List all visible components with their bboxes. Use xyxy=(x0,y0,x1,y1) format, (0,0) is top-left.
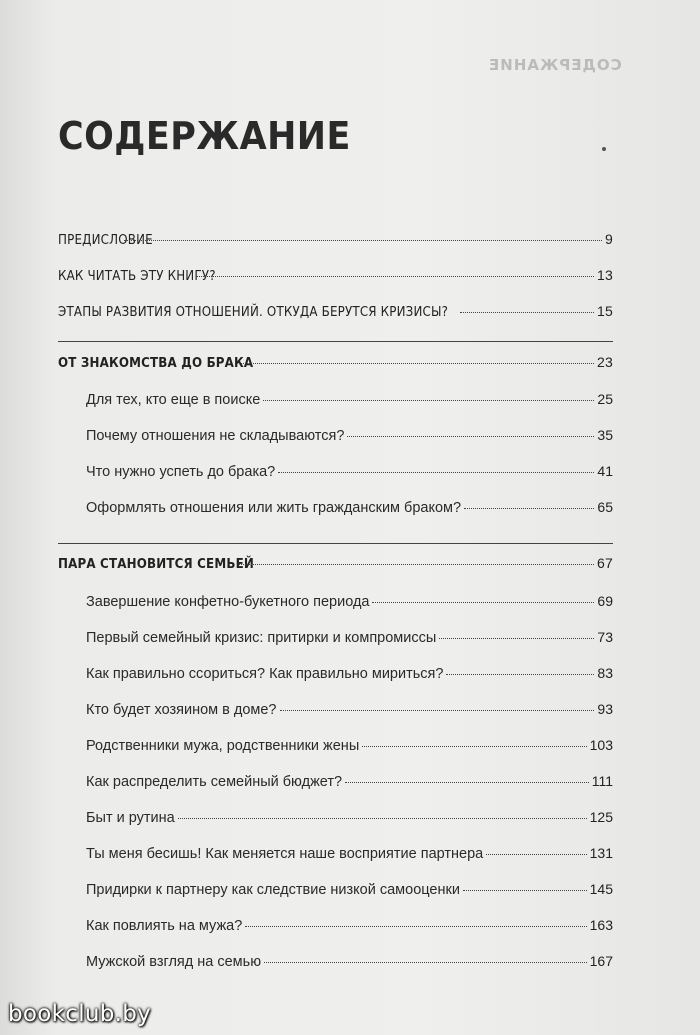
dot-leader xyxy=(264,962,587,963)
dot-leader xyxy=(347,436,594,437)
toc-entry-preface[interactable] xyxy=(58,231,613,248)
toc-entry-label: Как распределить семейный бюджет? xyxy=(86,774,343,790)
dot-leader xyxy=(280,710,595,711)
dot-leader xyxy=(486,854,586,855)
dot-leader xyxy=(239,363,594,364)
toc-entry-label: КАК ЧИТАТЬ ЭТУ КНИГУ? xyxy=(58,268,216,284)
dot-leader xyxy=(345,782,589,783)
toc-entry[interactable] xyxy=(86,427,613,444)
dot-leader xyxy=(446,674,594,675)
toc-page-number: 73 xyxy=(597,629,613,645)
show-through-text xyxy=(95,196,100,216)
dot-leader xyxy=(245,926,586,927)
section-divider xyxy=(58,341,613,342)
toc-page-number: 131 xyxy=(589,845,613,861)
toc-entry-label: Кто будет хозяином в доме? xyxy=(86,702,277,718)
toc-entry[interactable] xyxy=(86,737,613,754)
toc-page-number: 83 xyxy=(597,665,613,681)
site-watermark: bookclub.by xyxy=(8,1001,152,1027)
dot-leader xyxy=(124,240,602,241)
toc-entry-label: Придирки к партнеру как следствие низкой самооценки xyxy=(86,882,460,898)
toc-page-number: 67 xyxy=(597,555,613,571)
toc-page-number: 15 xyxy=(597,303,613,319)
dot-leader xyxy=(278,472,594,473)
toc-entry-label: Оформлять отношения или жить гражданским браком? xyxy=(86,500,462,516)
toc-entry[interactable] xyxy=(86,593,613,610)
toc-entry[interactable] xyxy=(86,773,613,790)
toc-entry-label: Что нужно успеть до брака? xyxy=(86,464,276,480)
toc-page-number: 163 xyxy=(589,917,613,933)
toc-page-number: 103 xyxy=(589,737,613,753)
toc-page-number: 25 xyxy=(597,391,613,407)
toc-entry[interactable] xyxy=(86,809,613,826)
page-title: СОДЕРЖАНИЕ xyxy=(58,114,351,158)
toc-page-number: 111 xyxy=(591,773,613,789)
dot-leader xyxy=(362,746,586,747)
dot-leader xyxy=(263,400,594,401)
toc-entry[interactable] xyxy=(86,391,613,408)
toc-page-number: 23 xyxy=(597,354,613,370)
toc-page-number: 41 xyxy=(597,463,613,479)
section-divider xyxy=(58,543,613,544)
toc-section-label: ПАРА СТАНОВИТСЯ СЕМЬЕЙ xyxy=(58,556,254,572)
toc-page-number: 69 xyxy=(597,593,613,609)
toc-section-label: ОТ ЗНАКОМСТВА ДО БРАКА xyxy=(58,355,254,371)
toc-entry[interactable] xyxy=(86,499,613,516)
dot-leader xyxy=(460,312,594,313)
print-mark xyxy=(602,147,606,151)
toc-page-number: 167 xyxy=(589,953,613,969)
toc-page-number: 93 xyxy=(597,701,613,717)
toc-page-number: 35 xyxy=(597,427,613,443)
toc-entry-label: ЭТАПЫ РАЗВИТИЯ ОТНОШЕНИЙ. ОТКУДА БЕРУТСЯ КРИЗИСЫ? xyxy=(58,304,449,320)
dot-leader xyxy=(464,508,594,509)
show-through-text xyxy=(130,158,136,179)
toc-entry-label: Ты меня бесишь! Как меняется наше восприятие партнера xyxy=(86,846,484,862)
toc-entry-label: Мужской взгляд на семью xyxy=(86,954,262,970)
toc-entry[interactable] xyxy=(86,629,613,646)
dot-leader xyxy=(463,890,587,891)
toc-entry[interactable] xyxy=(86,463,613,480)
toc-page-number: 13 xyxy=(597,267,613,283)
toc-entry-label: Почему отношения не складываются? xyxy=(86,428,345,444)
toc-section-acquaintance[interactable] xyxy=(58,354,613,371)
toc-page-number: 145 xyxy=(589,881,613,897)
dot-leader xyxy=(239,564,594,565)
toc-entry-stages[interactable] xyxy=(58,303,613,320)
toc-entry[interactable] xyxy=(86,665,613,682)
toc-section-couple-becomes-family[interactable] xyxy=(58,555,613,572)
toc-entry[interactable] xyxy=(86,917,613,934)
toc-entry-label: Первый семейный кризис: притирки и компромиссы xyxy=(86,630,437,646)
toc-entry[interactable] xyxy=(86,953,613,970)
toc-entry-label: Завершение конфетно-букетного периода xyxy=(86,594,370,610)
toc-entry[interactable] xyxy=(86,881,613,898)
running-head: СОДЕРЖАНИЕ xyxy=(488,56,622,74)
toc-entry[interactable] xyxy=(86,701,613,718)
toc-page-number: 9 xyxy=(605,231,613,247)
toc-entry-how-to-read[interactable] xyxy=(58,267,613,284)
toc-entry-label: ПРЕДИСЛОВИЕ xyxy=(58,232,153,248)
toc-entry[interactable] xyxy=(86,845,613,862)
toc-entry-label: Для тех, кто еще в поиске xyxy=(86,392,261,408)
toc-page-number: 65 xyxy=(597,499,613,515)
dot-leader xyxy=(439,638,594,639)
dot-leader xyxy=(196,276,594,277)
toc-entry-label: Быт и рутина xyxy=(86,810,175,826)
toc-page-number: 125 xyxy=(589,809,613,825)
toc-entry-label: Как повлиять на мужа? xyxy=(86,918,243,934)
dot-leader xyxy=(372,602,594,603)
toc-entry-label: Как правильно ссориться? Как правильно мириться? xyxy=(86,666,444,682)
toc-entry-label: Родственники мужа, родственники жены xyxy=(86,738,360,754)
dot-leader xyxy=(178,818,587,819)
